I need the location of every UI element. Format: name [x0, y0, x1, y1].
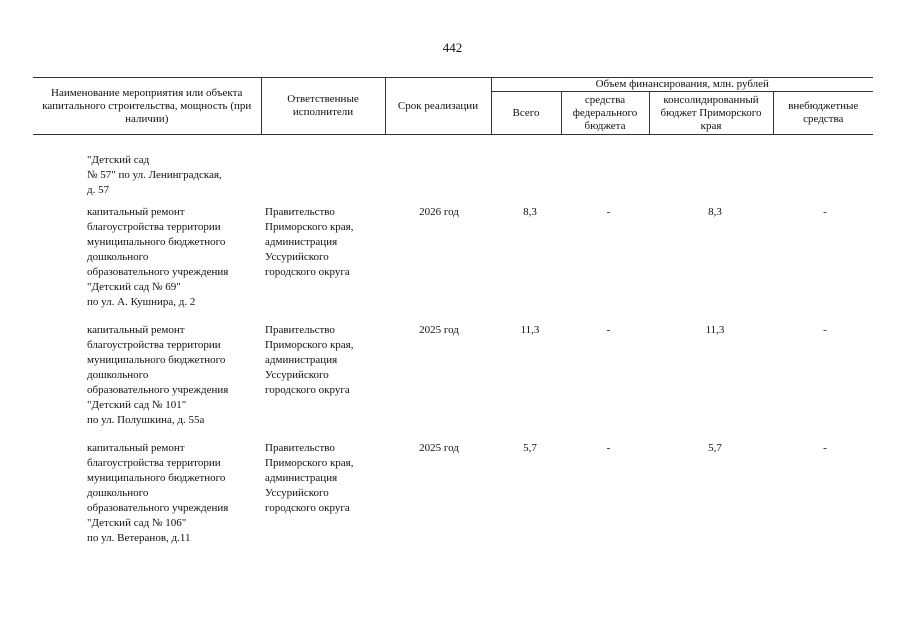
- row-extrabudget: -: [823, 442, 827, 454]
- row-consolidated: 8,3: [708, 206, 722, 218]
- page-number: 442: [442, 40, 463, 55]
- row-term: 2025 год: [419, 324, 459, 336]
- table-header: [33, 77, 873, 135]
- header-financing: Объем финансирования, млн. рублей: [491, 78, 873, 92]
- row-total: 8,3: [523, 206, 537, 218]
- row-term: 2025 год: [419, 442, 459, 454]
- row-name: капитальный ремонт благоустройства территории муниципального бюджетного дошкольного образовательного учреждения "Детский сад № 101" по ул. Полушкина, д. 55а: [87, 324, 229, 426]
- row-name: капитальный ремонт благоустройства территории муниципального бюджетного дошкольного образовательного учреждения "Детский сад № 69" по ул. А. Кушнира, д. 2: [87, 206, 229, 308]
- row-federal: -: [606, 324, 611, 336]
- row-total: 11,3: [520, 324, 540, 336]
- row-extrabudget: -: [823, 206, 827, 218]
- row-federal: -: [606, 206, 611, 218]
- header-total: Всего: [491, 92, 561, 135]
- row-federal: -: [606, 442, 611, 454]
- row-consolidated: 11,3: [705, 324, 725, 336]
- header-executors: Ответственные исполнители: [261, 78, 385, 135]
- row-executor: Правительство Приморского края, администрация Уссурийского городского округа: [265, 442, 354, 514]
- header-consolidated: консолидированный бюджет Приморского края: [649, 92, 773, 135]
- row-executor: Правительство Приморского края, администрация Уссурийского городского округа: [265, 324, 354, 396]
- header-federal: средства федерального бюджета: [561, 92, 649, 135]
- row-term: 2026 год: [419, 206, 459, 218]
- intro-object-name: "Детский сад № 57" по ул. Ленинградская, д. 57: [87, 154, 222, 196]
- header-name: Наименование мероприятия или объекта капитального строительства, мощность (при наличии): [33, 78, 261, 135]
- header-term: Срок реализации: [385, 78, 491, 135]
- row-total: 5,7: [523, 442, 537, 454]
- row-name: капитальный ремонт благоустройства территории муниципального бюджетного дошкольного образовательного учреждения "Детский сад № 106" по ул. Ветеранов, д.11: [87, 442, 229, 544]
- header-extrabudget: внебюджетные средства: [773, 92, 873, 135]
- row-extrabudget: -: [823, 324, 827, 336]
- row-executor: Правительство Приморского края, администрация Уссурийского городского округа: [265, 206, 354, 278]
- row-consolidated: 5,7: [708, 442, 722, 454]
